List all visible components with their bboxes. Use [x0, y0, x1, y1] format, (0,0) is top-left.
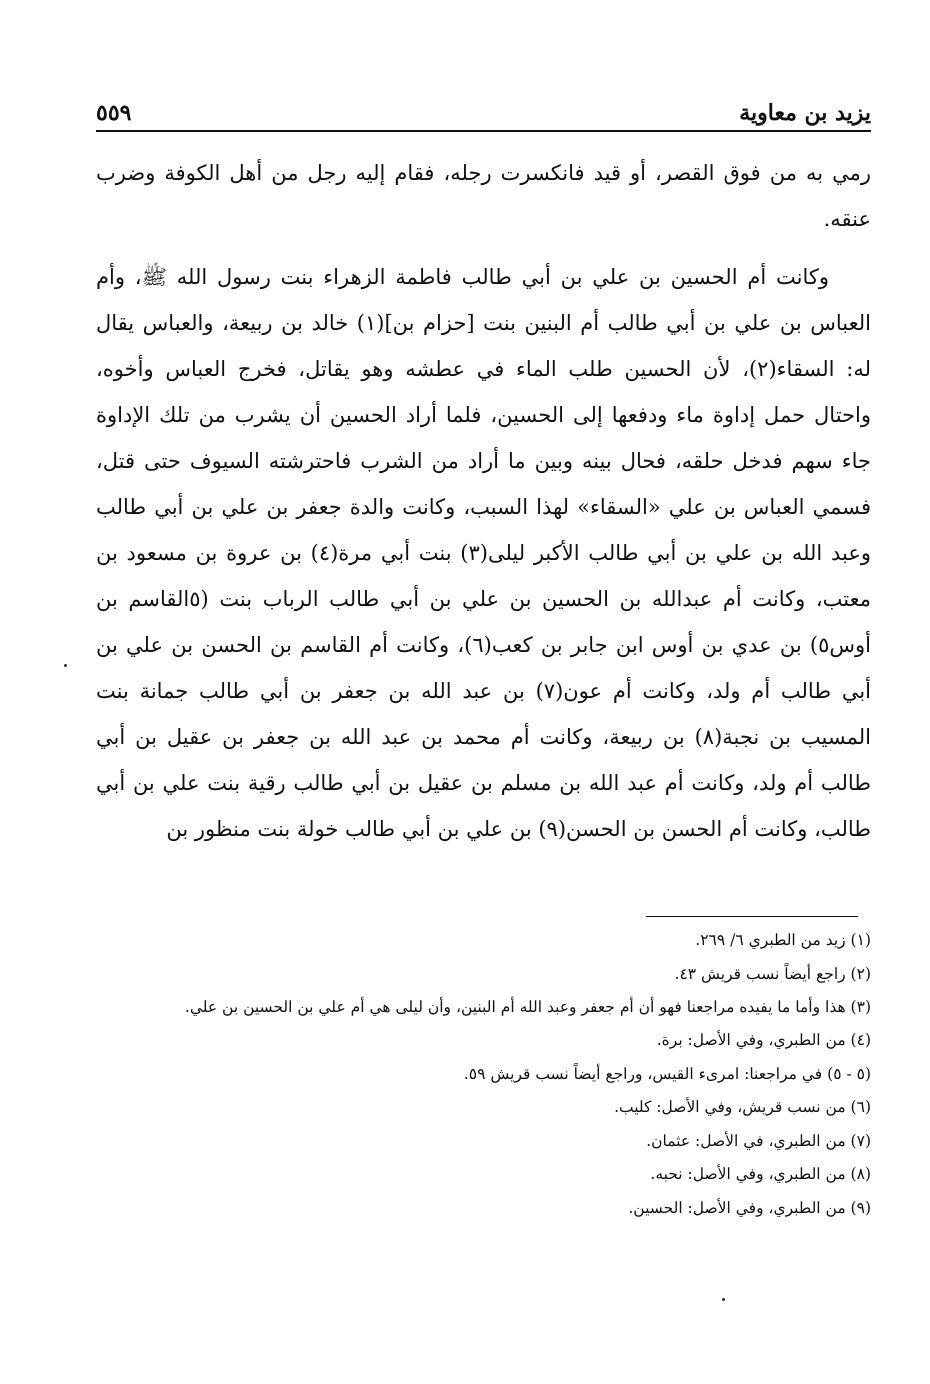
header-rule	[96, 130, 871, 132]
footnote: (٢) راجع أيضاً نسب قريش ٤٣.	[674, 964, 871, 983]
footnotes-list	[90, 924, 871, 1225]
footnote: (٨) من الطبري، وفي الأصل: نحبه.	[650, 1165, 871, 1183]
footnote: (٥ - ٥) في مراجعنا: امرىء القيس، وراجع أيضاً نسب قريش ٥٩.	[463, 1064, 871, 1083]
footnote: (٦) من نسب قريش، وفي الأصل: كليب.	[614, 1098, 871, 1116]
footnote: (٣) هذا وأما ما يفيده مراجعنا فهو أن أم جعفر وعبد الله أم البنين، وأن ليلى هي أم علي بن الحسين بن علي.	[184, 998, 871, 1016]
footnote: (٤) من الطبري، وفي الأصل: برة.	[656, 1031, 871, 1049]
running-header	[96, 96, 871, 130]
running-title: يزيد بن معاوية	[739, 100, 871, 126]
paragraph: رمي به من فوق القصر، أو قيد فانكسرت رجله، فقام إليه رجل من أهل الكوفة وضرب عنقه.	[96, 161, 871, 231]
page-number: ٥٥٩	[96, 100, 132, 126]
paragraph: وكانت أم الحسين بن علي بن أبي طالب فاطمة الزهراء بنت رسول الله ﷺ، وأم العباس بن علي بن أبي طالب أم البنين بنت [حزام بن](١) خالد بن ربيعة، والعباس يقال له: السقاء(٢)، لأن الحسين طلب الماء في عطشه وهو يقاتل، فخرج العباس وأخوه، واحتال حمل إداوة ماء ودفعها إلى الحسين، فلما أراد الحسين أن يشرب من تلك الإداوة جاء سهم فدخل حلقه، فحال بينه وبين ما أراد من الشرب فاحترشته السيوف حتى قتل، فسمي العباس بن علي «السقاء» لهذا السبب، وكانت والدة جعفر بن علي بن أبي طالب وعبد الله بن علي بن أبي طالب الأكبر ليلى(٣) بنت أبي مرة(٤) بن عروة بن مسعود بن معتب، وكانت أم عبدالله بن الحسين بن علي بن أبي طالب الرباب بنت (٥القاسم بن أوس٥) بن عدي بن أوس ابن جابر بن كعب(٦)، وكانت أم القاسم بن الحسن بن علي بن أبي طالب أم ولد، وكانت أم عون(٧) بن عبد الله بن جعفر بن أبي طالب جمانة بنت المسيب بن نجبة(٨) بن ربيعة، وكانت أم محمد بن عبد الله بن جعفر بن عقيل بن أبي طالب أم ولد، وكانت أم عبد الله بن مسلم بن عقيل بن أبي طالب رقية بنت علي بن أبي طالب، وكانت أم الحسن بن الحسن(٩) بن علي بن أبي طالب خولة بنت منظور بن	[96, 265, 872, 841]
footnote: (٧) من الطبري، في الأصل: عثمان.	[646, 1131, 871, 1150]
scan-speck	[64, 664, 67, 667]
footnote-separator	[646, 916, 858, 917]
footnote: (١) زيد من الطبري ٦/ ٢٦٩.	[695, 931, 871, 949]
main-text	[96, 150, 871, 852]
footnote: (٩) من الطبري، وفي الأصل: الحسين.	[628, 1198, 871, 1217]
scan-speck	[722, 1298, 725, 1301]
